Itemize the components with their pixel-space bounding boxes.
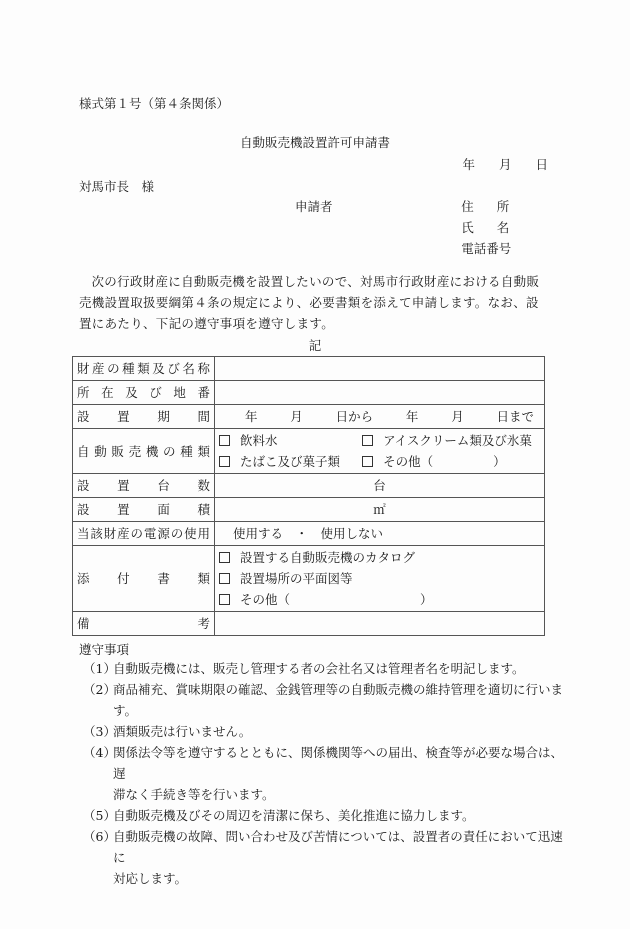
note-item: （3） 酒類販売は行いません。 [83,724,252,739]
table-row [73,546,545,612]
checkbox[interactable] [219,435,230,446]
area-input[interactable] [215,498,545,522]
table-row [73,474,545,498]
table-row [73,429,545,474]
power-label: 当該財産の電源の使用 [77,526,210,541]
period-fields [219,407,540,426]
checkbox[interactable] [219,456,230,467]
applicant-label: 申請者 [295,199,333,214]
intro-paragraph: 次の行政財産に自動販売機を設置したいので、対馬市行政財産における自動販売機設置取扱要綱第４条の規定により、必要書類を添えて申請します。なお、設置にあたり、下記の遵守事項を遵守します。 [79,274,540,331]
close-paren: ） [493,454,506,469]
date-year: 年 [462,157,475,172]
applicant-address-field[interactable] [461,197,630,215]
name-label: 氏名 [461,220,510,235]
address-label: 住所 [461,199,510,214]
power-value: 使用する ・ 使用しない [233,526,384,541]
attachment-option-other[interactable]: その他（ ） [219,590,540,609]
remarks-label: 備考 [77,616,210,631]
location-label: 所在及び地番 [77,385,210,400]
property-name-input[interactable] [215,357,545,381]
machine-type-option-other[interactable]: その他（ ） [362,452,540,471]
count-input[interactable] [215,474,545,498]
note-item: （2） 商品補充、賞味期限の確認、金銭管理等の自動販売機の維持管理を適切に行います。 [83,682,564,718]
note-item: （4） 関係法令等を遵守するとともに、関係機関等への届出、検査等が必要な場合は、遅 滞なく手続き等を行います。 [83,745,564,802]
date-month: 月 [498,157,512,172]
addressee: 対馬市長 様 [79,179,155,194]
date-day: 日 [535,157,548,172]
property-name-label: 財産の種類及び名称 [77,361,210,376]
table-row [73,612,545,636]
table-row [73,405,545,429]
checkbox[interactable] [219,573,230,584]
attachment-options [219,548,540,609]
form-number: 様式第１号（第４条関係） [79,96,230,111]
date-row [0,155,548,173]
checkbox[interactable] [219,552,230,563]
note-item: （1） 自動販売機には、販売し管理する者の会社名又は管理者名を明記します。 [83,661,525,676]
power-choice[interactable] [215,522,545,546]
period-label: 設置期間 [77,409,210,424]
area-label: 設置面積 [77,502,210,517]
period-end-year: 年 [405,409,419,424]
machine-type-option-tobacco[interactable]: たばこ及び菓子類 [219,452,348,471]
notes-title: 遵守事項 [79,642,130,657]
machine-type-label: 自動販売機の種類 [77,443,210,459]
applicant-phone-field[interactable] [461,239,630,257]
machine-type-option-icecream[interactable]: アイスクリーム類及び氷菓 [362,431,540,450]
attachment-option-floorplan[interactable]: 設置場所の平面図等 [219,569,540,588]
machine-type-option-beverage[interactable]: 飲料水 [219,431,348,450]
table-row [73,498,545,522]
document-title: 自動販売機設置許可申請書 [239,135,390,150]
area-unit: ㎡ [373,502,386,517]
close-paren: ） [420,592,433,607]
attachments-label: 添付書類 [77,571,210,586]
applicant-name-field[interactable] [461,218,630,236]
table-row [73,357,545,381]
phone-label: 電話番号 [461,241,512,256]
location-input[interactable] [215,381,545,405]
remarks-input[interactable] [215,612,545,636]
period-input[interactable] [215,405,545,429]
attachment-option-catalog[interactable]: 設置する自動販売機のカタログ [219,548,540,567]
period-start-day: 日から [335,409,374,424]
checkbox[interactable] [362,435,373,446]
note-item: （6） 自動販売機の故障、問い合わせ及び苦情については、設置者の責任において迅速に 対応します。 [83,829,563,886]
period-end-month: 月 [451,409,464,424]
checkbox[interactable] [219,594,230,605]
count-unit: 台 [373,478,386,493]
count-label: 設置台数 [77,478,210,493]
machine-type-options [219,431,540,471]
checkbox[interactable] [362,456,373,467]
table-row [73,381,545,405]
period-start-month: 月 [290,409,303,424]
period-start-year: 年 [245,409,258,424]
period-end-day: 日まで [496,409,534,424]
application-table [72,356,545,636]
applicant-block [295,197,630,257]
note-item: （5） 自動販売機及びその周辺を清潔に保ち、美化推進に協力します。 [83,808,475,823]
table-row [73,522,545,546]
ki-heading: 記 [308,338,322,353]
